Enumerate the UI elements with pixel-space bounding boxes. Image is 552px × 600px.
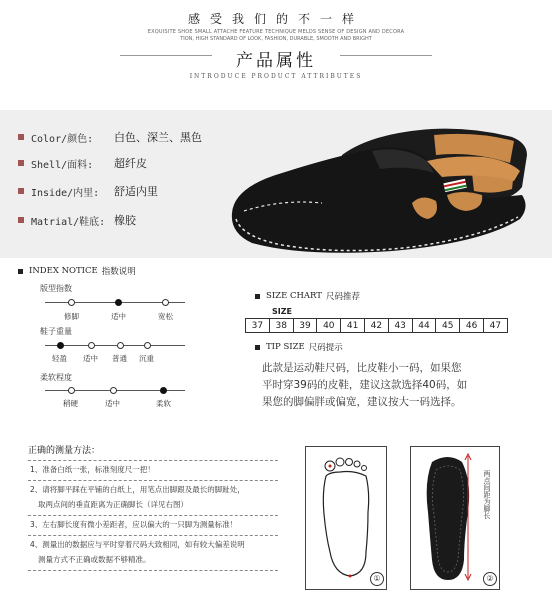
bullet-icon (18, 160, 24, 166)
size-chart-heading-en: SIZE CHART (266, 291, 322, 301)
attribute-label: Inside/内里: (31, 187, 100, 199)
slogan: 感受我们的不一样 (187, 12, 364, 26)
size-cell: 41 (341, 319, 365, 333)
attribute-value: 白色、深兰、黑色 (114, 131, 202, 144)
size-table (245, 318, 508, 333)
square-bullet-icon (255, 294, 260, 299)
scale-dot (68, 387, 75, 394)
scale-line-weight (45, 345, 185, 346)
size-chart-heading (255, 290, 360, 302)
scale-option: 普通 (112, 354, 127, 363)
scale-name-weight: 鞋子重量 (40, 327, 72, 336)
scale-option: 适中 (111, 312, 126, 321)
measure-step-2: 2、请将脚平踩在平铺的白纸上，用笔点出脚跟及最长的脚趾处， (30, 485, 245, 494)
section-title-en: INTRODUCE PRODUCT ATTRIBUTES (189, 73, 363, 80)
size-cell: 43 (388, 319, 412, 333)
slogan-subtext-line-1: EXQUISITE SHOE SMALL ATTACHE FEATURE TECHNIQUE MELDS SENSE OF DESIGN AND DECORA (147, 29, 405, 35)
tip-line: 此款是运动鞋尺码，比皮鞋小一码，如果您 (262, 362, 462, 374)
attribute-row-inside (18, 181, 158, 201)
index-notice-heading-en: INDEX NOTICE (29, 266, 98, 276)
size-cell: 37 (246, 319, 270, 333)
scale-dot (68, 299, 75, 306)
bullet-icon (18, 217, 24, 223)
attribute-row-sole (18, 210, 136, 230)
measure-step-1: 1、准备白纸一张，标准刻度尺一把！ (30, 465, 155, 474)
measure-step-4: 4、测量出的数据应与平时穿着尺码大致相同，如有较大偏差说明 (30, 540, 245, 549)
scale-dot (162, 299, 169, 306)
size-cell: 40 (317, 319, 341, 333)
measure-step-4-cont: 测量方式不正确或数据不够精准。 (38, 555, 151, 564)
size-row-label: SIZE (272, 307, 293, 316)
figure-2-note: 两点间距为脚长 (483, 470, 491, 519)
tip-text (262, 360, 547, 411)
figure-2-number: ② (483, 572, 497, 586)
tip-size-heading-cn: 尺码提示 (308, 343, 343, 353)
measure-step-3: 3、左右脚长度有微小差距者，应以偏大的一只脚为测量标准！ (30, 520, 238, 529)
black-loafer-shoe-image (222, 115, 542, 260)
measure-step-2-cont: 取两点间的垂直距离为正确脚长（详见右图） (38, 500, 188, 509)
measure-divider (28, 535, 278, 536)
tip-line: 平时穿39码的皮鞋，建议这款选择40码，如 (262, 379, 468, 391)
size-cell: 38 (269, 319, 293, 333)
figure-1-number: ① (370, 572, 384, 586)
scale-option: 适中 (83, 354, 98, 363)
scale-option: 沉重 (139, 354, 154, 363)
length-arrow-icon (463, 452, 473, 582)
measure-title: 正确的测量方法： (28, 446, 101, 456)
tip-size-heading-en: TIP SIZE (266, 342, 305, 352)
index-notice-heading-cn: 指数说明 (101, 267, 136, 277)
measure-divider (28, 480, 278, 481)
attribute-row-color (18, 127, 202, 147)
size-chart-heading-cn: 尺码推荐 (325, 292, 360, 302)
attribute-value: 舒适内里 (114, 185, 158, 198)
scale-name-softness: 柔软程度 (40, 373, 72, 382)
size-cell: 45 (436, 319, 460, 333)
attribute-label: Shell/面料: (31, 159, 94, 171)
attribute-label: Color/颜色: (31, 133, 94, 145)
size-cell: 39 (293, 319, 317, 333)
section-title: 产品属性 (236, 51, 316, 71)
scale-name-fit: 版型指数 (40, 284, 72, 293)
scale-option: 修脚 (64, 312, 79, 321)
tip-line: 果您的脚偏胖或偏宽，建议按大一码选择。 (262, 396, 462, 408)
attribute-value: 超纤皮 (114, 157, 147, 170)
attribute-label: Matrial/鞋底: (31, 216, 106, 228)
size-cell: 47 (483, 319, 507, 333)
scale-dot-selected (115, 299, 122, 306)
scale-dot (88, 342, 95, 349)
scale-option: 稍硬 (63, 399, 78, 408)
bullet-icon (18, 134, 24, 140)
scale-dot (144, 342, 151, 349)
index-notice-heading (18, 265, 136, 277)
size-cell: 42 (364, 319, 388, 333)
bullet-icon (18, 188, 24, 194)
slogan-subtext-line-2: TION, HIGH STANDARD OF LOOK, FASHION, DURABLE, SMOOTH AND BRIGHT (180, 36, 372, 42)
square-bullet-icon (18, 269, 23, 274)
scale-option: 宽松 (158, 312, 173, 321)
scale-dot (117, 342, 124, 349)
attribute-row-shell (18, 153, 147, 173)
attribute-value: 橡胶 (114, 214, 136, 227)
scale-option: 轻盈 (52, 354, 67, 363)
scale-dot-selected (57, 342, 64, 349)
foot-outline-image (310, 452, 382, 582)
measure-divider (28, 570, 278, 571)
measure-divider (28, 460, 278, 461)
size-cell: 44 (412, 319, 436, 333)
scale-option: 适中 (105, 399, 120, 408)
scale-dot (110, 387, 117, 394)
scale-dot-selected (160, 387, 167, 394)
measure-divider (28, 515, 278, 516)
scale-option: 柔软 (156, 399, 171, 408)
square-bullet-icon (255, 345, 260, 350)
size-cell: 46 (460, 319, 484, 333)
tip-size-heading (255, 341, 343, 353)
